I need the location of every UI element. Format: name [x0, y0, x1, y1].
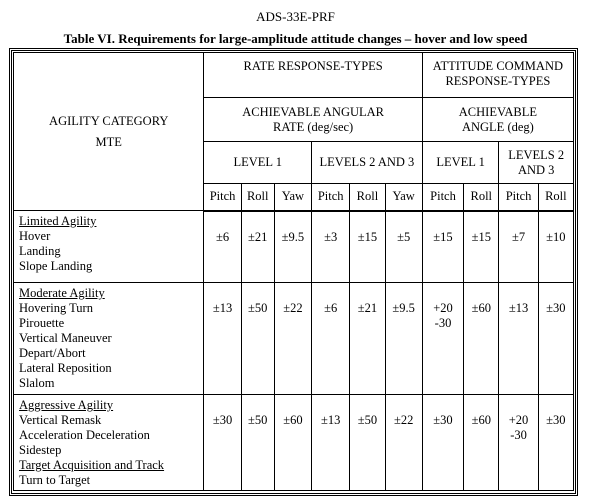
value-cell: ±6 — [312, 283, 350, 395]
table-row — [14, 395, 574, 491]
table-caption: Table VI. Requirements for large-amplitude attitude changes – hover and low speed — [63, 31, 528, 46]
achievable-rate-header: ACHIEVABLE ANGULAR RATE (deg/sec) — [204, 98, 422, 142]
axis-header: Roll — [241, 184, 274, 211]
value-cell: ±13 — [499, 283, 538, 395]
mte-item: Hover — [19, 229, 51, 243]
value-cell: ±60 — [464, 395, 499, 491]
category-cell — [14, 395, 204, 491]
value-cell: ±50 — [241, 283, 274, 395]
mte-item: Landing — [19, 244, 61, 258]
value-cell: ±60 — [274, 395, 311, 491]
axis-header: Yaw — [385, 184, 422, 211]
table-row — [14, 283, 574, 395]
value-cell: ±3 — [312, 211, 350, 283]
value-cell: ±13 — [312, 395, 350, 491]
mte-item: Pirouette — [19, 316, 65, 330]
value-cell: ±6 — [204, 211, 241, 283]
axis-header: Roll — [464, 184, 499, 211]
value-cell: ±10 — [538, 211, 573, 283]
value-cell: ±30 — [538, 283, 573, 395]
value-cell: ±30 — [538, 395, 573, 491]
mte-item: Lateral Reposition — [19, 361, 112, 375]
mte-item: Slope Landing — [19, 259, 93, 273]
mte-item: Vertical Maneuver — [19, 331, 112, 345]
value-cell: +20 -30 — [499, 395, 538, 491]
category-title: Aggressive Agility — [19, 398, 114, 412]
axis-header: Yaw — [274, 184, 311, 211]
axis-header: Pitch — [422, 184, 463, 211]
mte-item: Acceleration Deceleration — [19, 428, 150, 442]
value-cell: ±60 — [464, 283, 499, 395]
value-cell: ±50 — [241, 395, 274, 491]
mte-item: Hovering Turn — [19, 301, 93, 315]
mte-item: Target Acquisition and Track — [19, 458, 165, 472]
axis-header: Pitch — [312, 184, 350, 211]
mte-item: Sidestep — [19, 443, 62, 457]
value-cell: ±7 — [499, 211, 538, 283]
document-id: ADS-33E-PRF — [256, 9, 335, 24]
mte-item: Slalom — [19, 376, 55, 390]
value-cell: ±5 — [385, 211, 422, 283]
value-cell: ±30 — [204, 395, 241, 491]
rate-level-1-header: LEVEL 1 — [204, 142, 312, 184]
value-cell: ±15 — [464, 211, 499, 283]
mte-item: Turn to Target — [19, 473, 91, 487]
category-cell — [14, 283, 204, 395]
category-cell — [14, 211, 204, 283]
value-cell: ±13 — [204, 283, 241, 395]
value-cell: ±21 — [350, 283, 385, 395]
axis-header: Roll — [538, 184, 573, 211]
value-cell: +20 -30 — [422, 283, 463, 395]
rate-response-types-header: RATE RESPONSE-TYPES — [204, 53, 422, 98]
axis-header: Pitch — [204, 184, 241, 211]
attitude-command-header: ATTITUDE COMMAND RESPONSE-TYPES — [422, 53, 573, 98]
value-cell: ±30 — [422, 395, 463, 491]
value-cell: ±21 — [241, 211, 274, 283]
category-title: Moderate Agility — [19, 286, 105, 300]
axis-header: Roll — [350, 184, 385, 211]
value-cell: ±15 — [350, 211, 385, 283]
mte-item: Vertical Remask — [19, 413, 102, 427]
mte-item: Depart/Abort — [19, 346, 86, 360]
attitude-levels-2-3-header: LEVELS 2 AND 3 — [499, 142, 574, 184]
value-cell: ±9.5 — [274, 211, 311, 283]
attitude-level-1-header: LEVEL 1 — [422, 142, 499, 184]
value-cell: ±50 — [350, 395, 385, 491]
value-cell: ±22 — [385, 395, 422, 491]
achievable-angle-header: ACHIEVABLE ANGLE (deg) — [422, 98, 573, 142]
value-cell: ±15 — [422, 211, 463, 283]
requirements-table — [13, 52, 574, 491]
category-title: Limited Agility — [19, 214, 97, 228]
value-cell: ±9.5 — [385, 283, 422, 395]
table-row — [14, 211, 574, 283]
agility-category-header: AGILITY CATEGORY MTE — [14, 53, 204, 211]
axis-header: Pitch — [499, 184, 538, 211]
value-cell: ±22 — [274, 283, 311, 395]
rate-levels-2-3-header: LEVELS 2 AND 3 — [312, 142, 423, 184]
